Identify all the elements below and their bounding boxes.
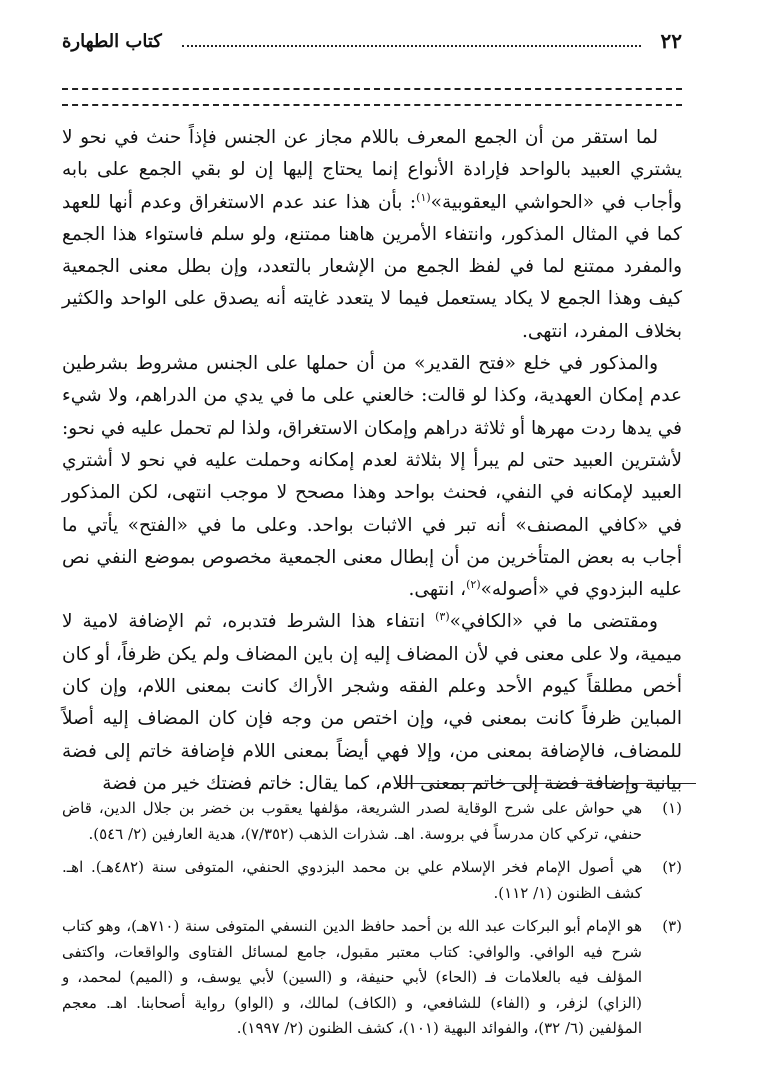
footnote-text: هي أصول الإمام فخر الإسلام علي بن محمد البزدوي الحنفي، المتوفى سنة (٤٨٢هـ). اهـ. كشف الظنون (١/ ١١٢). (62, 858, 642, 902)
footnote-number: (١) (662, 799, 682, 817)
paragraph-2: والمذكور في خلع «فتح القدير» من أن حملها على الجنس مشروط بشرطين عدم إمكان العهدية، وكذا لو قالت: خالعني على ما في يدي من الدراهم، ولا شيء في يدها ردت مهرها أو ثلاثة دراهم وإمكان الاستغراق، ولذا لم تحمل عليه في نحو: لأشترين العبيد حتى لم يبرأ إلا بثلاثة لعدم إمكانه وحملت عليه في نحو لا أشتري العبيد لإمكانه في النفي، فحنث بواحد وهذا مصحح لا موجب انتهى، لكن المذكور في «كافي المصنف» أنه تبر في الاثبات بواحد. وعلى ما في «الفتح» يأتي ما أجاب به بعض المتأخرين من أن إبطال معنى الجمعية مخصوص بموضع النفي نص عليه البزدوي في «أصوله»$^{(٢)}$، انتهى. (62, 353, 682, 601)
header-dotted-leader (182, 35, 641, 47)
book-title: كتاب الطهارة (62, 30, 162, 52)
footnote-separator (396, 783, 696, 784)
footnote-text: هو الإمام أبو البركات عبد الله بن أحمد حافظ الدين النسفي المتوفى سنة (٧١٠هـ)، وهو كتاب شرح فيه الوافي. والوافي: كتاب معتبر مقبول، جامع لمسائل الفتاوى والواقعات، واكتفى المؤلف فيه بالعلامات فـ (الحاء) لأبي حنيفة، و (السين) لأبي يوسف، و (الميم) لمحمد، و (الزاي) لزفر، و (الفاء) للشافعي، و (الكاف) لمالك، و (الواو) رواية أصحابنا. اهـ. معجم المؤلفين (٦/ ٣٢)، والفوائد البهية (١٠١)، كشف الظنون (٢/ ١٩٩٧). (62, 917, 643, 1037)
running-header (62, 28, 682, 54)
dashed-divider-bottom (62, 104, 682, 106)
footnote-3 (62, 914, 682, 1042)
footnote-ref-3: (٣) (435, 610, 450, 624)
dashed-divider-top (62, 88, 682, 90)
footnote-ref-1: (١) (416, 190, 431, 204)
footnote-number: (٣) (662, 917, 682, 935)
footnote-1 (62, 796, 682, 847)
footnote-number: (٢) (662, 858, 682, 876)
footnote-text: هي حواش على شرح الوقاية لصدر الشريعة، مؤلفها يعقوب بن خضر بن جلال الدين، قاض حنفي، تركي كان مدرساً في بروسة. اهـ. شذرات الذهب (٧/٣٥٢)، هدية العارفين (٢/ ٥٤٦). (62, 799, 642, 843)
page-number: ٢٢ (660, 29, 682, 53)
footnote-ref-2: (٢) (466, 578, 481, 591)
paragraph-1: لما استقر من أن الجمع المعرف باللام مجاز عن الجنس فإذاً حنث في نحو لا يشتري العبيد بالواحد فإرادة الأنواع إنما يحتاج إليها إن لو بقي الجمع على بابه وأجاب في «الحواشي اليعقوبية»$^{(١)}$: بأن هذا عند عدم الاستغراق وعدم أنها للعهد كما في المثال المذكور، وانتفاء الأمرين هاهنا ممتنع، ولو سلم فاستواء هذا الجمع والمفرد ممتنع لما في لفظ الجمع من الإشعار بالتعدد، وإن بطل معنى الجمعية كيف وهذا الجمع لا يكاد يستعمل فيما لا يتعدد غايته أنه يصدق على الواحد والكثير بخلاف المفرد، انتهى. (62, 127, 682, 342)
footnote-2 (62, 855, 682, 906)
footnotes (62, 796, 682, 1050)
paragraph-3: ومقتضى ما في «الكافي»$^{(٣)}$ انتفاء هذا الشرط فتدبره، ثم الإضافة لامية لا ميمية، ولا على معنى في لأن المضاف إليه إن باين المضاف ولم يكن ظرفاً، أو كان أخص مطلقاً كيوم الأحد وعلم الفقه وشجر الأراك كانت بمعنى اللام، وإن كان المباين ظرفاً كانت بمعنى في، وإن اختص من وجه فإن كان المضاف إليه أصلاً للمضاف، فالإضافة بمعنى من، وإلا فهي أيضاً بمعنى اللام فإضافة خاتم إلى فضة بيانية وإضافة فضة إلى خاتم بمعنى اللام، كما يقال: خاتم فضتك خير من فضة (62, 610, 682, 794)
main-text (62, 122, 682, 800)
